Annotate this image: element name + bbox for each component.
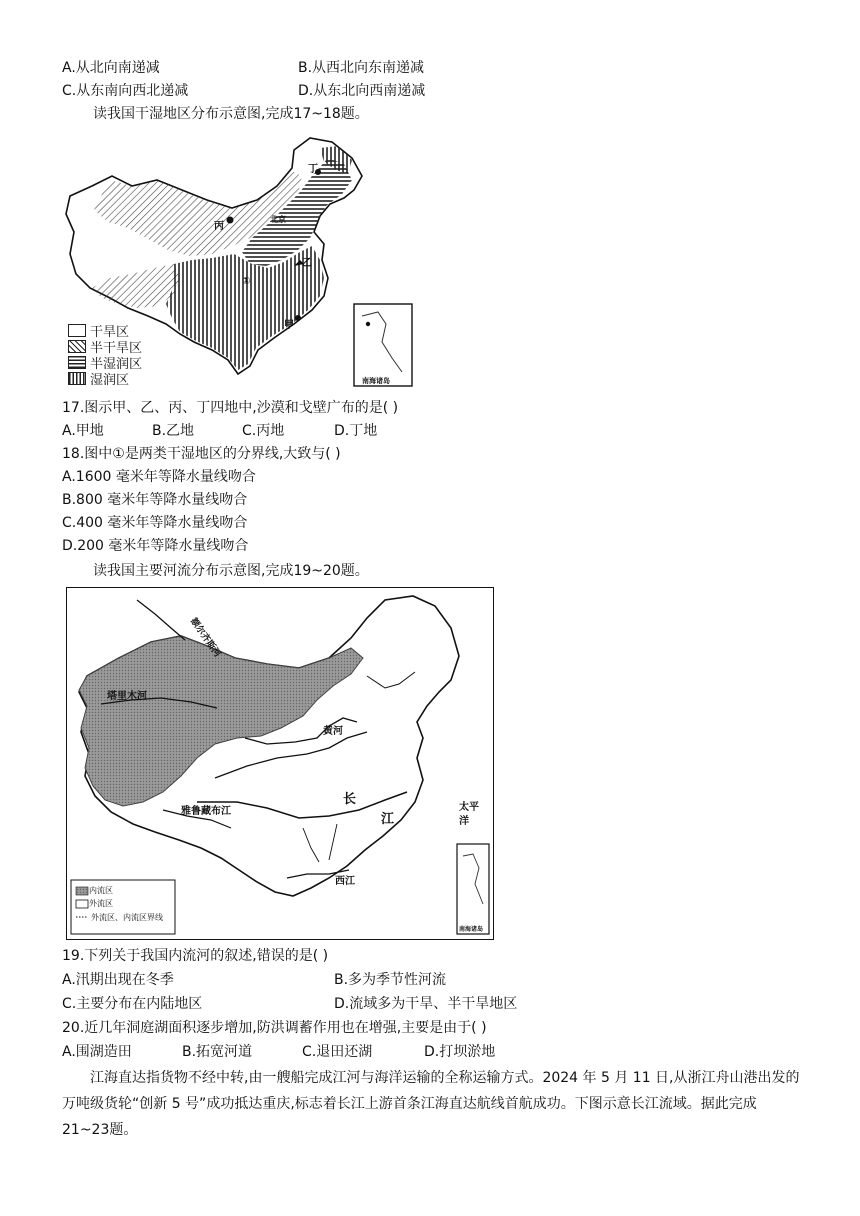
q19-option-a: A.汛期出现在冬季 <box>62 972 174 988</box>
passage-21-23: 江海直达指货物不经中转,由一艘船完成江河与海洋运输的全称运输方式。2024 年 5 月 11 日,从浙江舟山港出发的万吨级货轮“创新 5 号”成功抵达重庆,标志着长江上游首条江海直达航线首航成功。下图示意长江流域。据此完成21~23题。 <box>62 1070 800 1138</box>
map1-label-yi: 乙 <box>302 258 312 269</box>
q19-option-d: D.流域多为干旱、半干旱地区 <box>334 996 518 1012</box>
q16-option-c: C.从东南向西北递减 <box>62 83 189 99</box>
q20-option-a: A.围湖造田 <box>62 1044 132 1060</box>
river-label-xijiang: 西江 <box>335 876 355 887</box>
map1-inset-label: 南海诸岛 <box>362 377 390 385</box>
legend-swatch-semi-arid <box>68 340 86 353</box>
legend-label-semi-humid: 半湿润区 <box>90 357 143 372</box>
river-map-graphic <box>67 588 492 938</box>
river-label-talimu: 塔里木河 <box>107 691 147 702</box>
q16-option-d: D.从东北向西南递减 <box>298 83 426 99</box>
q19-stem: 19.下列关于我国内流河的叙述,错误的是( ) <box>62 948 329 964</box>
q18-option-c: C.400 毫米年等降水量线吻合 <box>62 515 248 531</box>
q18-option-d: D.200 毫米年等降水量线吻合 <box>62 538 249 554</box>
ocean-label-pacific-2: 洋 <box>459 816 469 827</box>
q20-stem: 20.近几年洞庭湖面积逐步增加,防洪调蓄作用也在增强,主要是由于( ) <box>62 1020 487 1036</box>
intro-17-18: 读我国干湿地区分布示意图,完成17~18题。 <box>93 106 369 122</box>
map1-label-beijing: 北京 <box>270 215 286 224</box>
map1-label-jia: 甲 <box>284 320 294 331</box>
map1-label-marker1: ① <box>242 276 251 287</box>
map1-label-bing: 丙 <box>214 221 224 232</box>
map1-legend-humid <box>68 372 129 389</box>
q17-option-a: A.甲地 <box>62 423 104 439</box>
legend-swatch-humid <box>68 372 86 385</box>
q18-option-a: A.1600 毫米年等降水量线吻合 <box>62 469 256 485</box>
q19-option-b: B.多为季节性河流 <box>334 972 447 988</box>
q18-option-b: B.800 毫米年等降水量线吻合 <box>62 492 248 508</box>
river-label-huanghe: 黄河 <box>323 726 343 737</box>
q16-option-a: A.从北向南递减 <box>62 60 160 76</box>
map2-inset-label: 南海诸岛 <box>459 926 484 933</box>
map2-legend-exterior: 外流区 <box>89 899 113 908</box>
q17-option-d: D.丁地 <box>334 423 378 439</box>
map1-legend-semi-arid <box>68 340 142 357</box>
map1-legend-arid <box>68 324 129 341</box>
legend-label-arid: 干旱区 <box>90 325 130 340</box>
q17-option-b: B.乙地 <box>152 423 195 439</box>
river-map <box>66 587 494 940</box>
legend-swatch-arid <box>68 324 86 337</box>
river-label-jiang: 江 <box>381 812 395 827</box>
dry-wet-map <box>62 128 422 390</box>
q16-option-b: B.从西北向东南递减 <box>298 60 425 76</box>
river-label-erqisi: 额尔齐斯河 <box>187 616 223 660</box>
map2-legend-interior: 内流区 <box>89 886 113 895</box>
legend-label-humid: 湿润区 <box>90 373 130 388</box>
river-label-yarlung: 雅鲁藏布江 <box>181 806 231 817</box>
q20-option-c: C.退田还湖 <box>302 1044 373 1060</box>
map2-legend-boundary: 外流区、内流区界线 <box>91 913 163 922</box>
q18-stem: 18.图中①是两类干湿地区的分界线,大致与( ) <box>62 446 341 462</box>
q17-stem: 17.图示甲、乙、丙、丁四地中,沙漠和戈壁广布的是( ) <box>62 400 399 416</box>
intro-19-20: 读我国主要河流分布示意图,完成19~20题。 <box>93 563 369 579</box>
q19-option-c: C.主要分布在内陆地区 <box>62 996 203 1012</box>
map1-label-ding: 丁 <box>308 164 318 175</box>
q20-option-d: D.打坝淤地 <box>424 1044 496 1060</box>
legend-label-semi-arid: 半干旱区 <box>90 341 143 356</box>
river-label-chang: 长 <box>343 792 357 807</box>
q17-option-c: C.丙地 <box>242 423 285 439</box>
map1-legend-semi-humid <box>68 356 142 373</box>
q20-option-b: B.拓宽河道 <box>182 1044 253 1060</box>
legend-swatch-semi-humid <box>68 356 86 369</box>
ocean-label-pacific-1: 太平 <box>459 802 479 813</box>
